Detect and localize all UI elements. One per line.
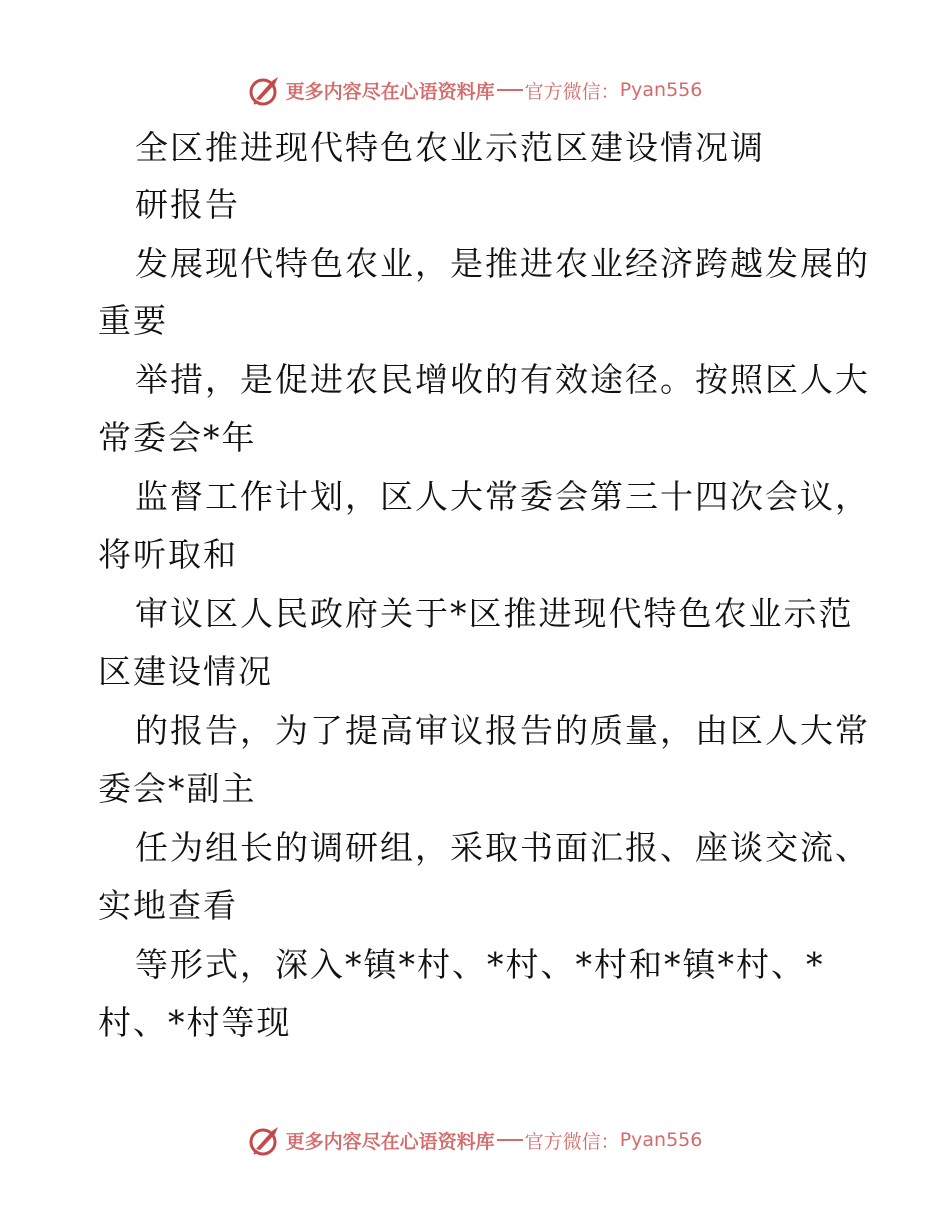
- banner-wechat-handle: Pyan556: [619, 79, 703, 101]
- paragraph-line: 监督工作计划，区人大常委会第三十四次会议，: [135, 477, 870, 516]
- paragraph-line: 委会*副主: [98, 769, 257, 808]
- banner-text: 更多内容尽在心语资料库: [285, 80, 495, 103]
- paragraph-line: 常委会*年: [98, 418, 257, 457]
- paragraph-line: 重要: [98, 301, 168, 340]
- banner-wechat-label: 官方微信：: [524, 80, 620, 103]
- paragraph-line: 的报告，为了提高审议报告的质量，由区人大常: [135, 711, 870, 750]
- document-title-line: 全区推进现代特色农业示范区建设情况调: [135, 128, 765, 167]
- paragraph-line: 区建设情况: [98, 652, 273, 691]
- quill-pen-logo-icon: [248, 73, 282, 107]
- banner-dash: [497, 1139, 523, 1141]
- paragraph-line: 将听取和: [98, 535, 238, 574]
- banner-dash: [497, 89, 523, 91]
- footer-watermark-banner: [0, 1120, 950, 1160]
- document-title-line: 研报告: [135, 185, 240, 224]
- paragraph-line: 村、*村等现: [98, 1003, 292, 1042]
- header-watermark-banner: [0, 70, 950, 110]
- banner-text: 更多内容尽在心语资料库: [285, 1130, 495, 1153]
- paragraph-line: 举措，是促进农民增收的有效途径。按照区人大: [135, 360, 870, 399]
- banner-wechat-handle: Pyan556: [619, 1129, 703, 1151]
- paragraph-line: 审议区人民政府关于*区推进现代特色农业示范: [135, 594, 854, 633]
- banner-wechat-label: 官方微信：: [524, 1130, 620, 1153]
- quill-pen-logo-icon: [248, 1123, 282, 1157]
- paragraph-line: 实地查看: [98, 886, 238, 925]
- paragraph-line: 发展现代特色农业，是推进农业经济跨越发展的: [135, 244, 870, 283]
- paragraph-line: 任为组长的调研组，采取书面汇报、座谈交流、: [135, 828, 870, 867]
- paragraph-line: 等形式，深入*镇*村、*村、*村和*镇*村、*: [135, 945, 825, 984]
